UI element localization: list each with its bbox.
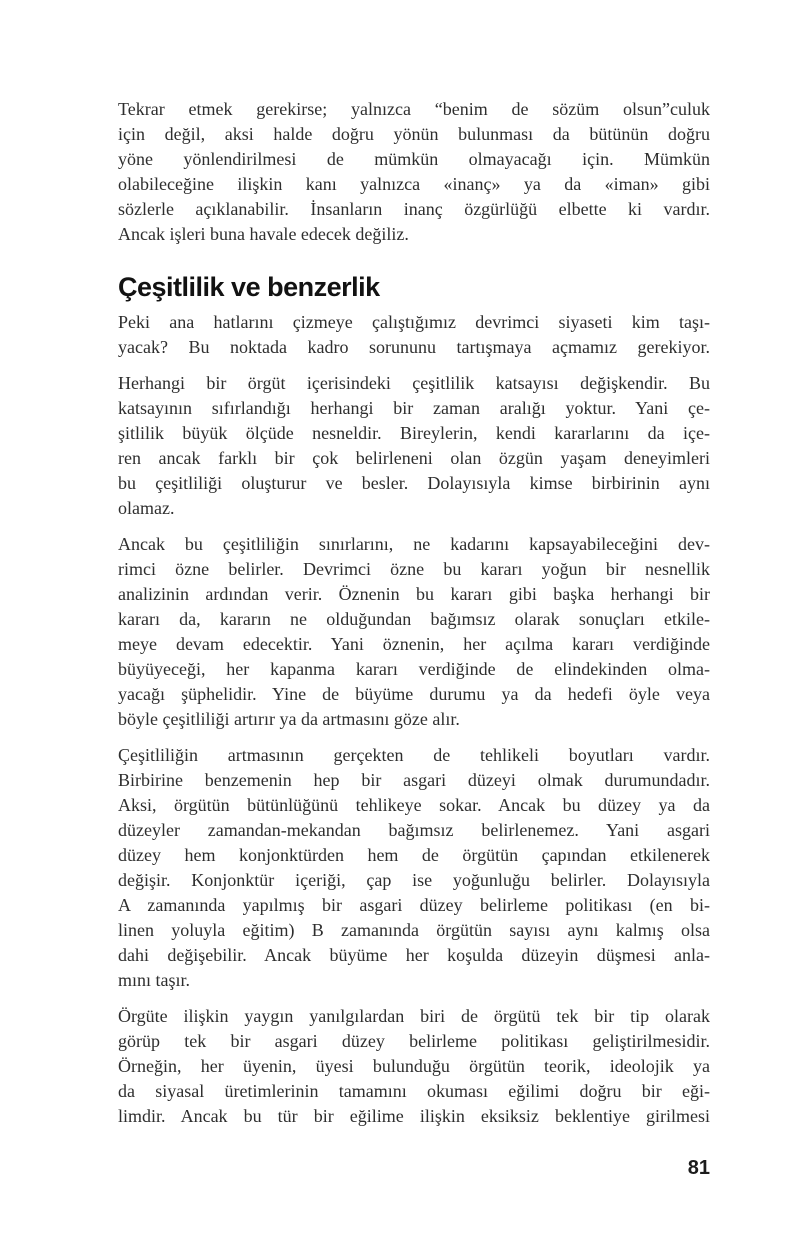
text-line: büyüyeceği, her kapanma kararı verdiğinde de elindekinden olma- [118, 659, 710, 679]
text-line: değişir. Konjonktür içeriği, çap ise yoğunluğu belirler. Dolayısıyla [118, 870, 710, 890]
text-line: ren ancak farklı bir çok belirleneni olan özgün yaşam deneyimleri [118, 448, 710, 468]
text-line: Birbirine benzemenin hep bir asgari düzeyi olmak durumundadır. [118, 770, 710, 790]
body-paragraph [118, 310, 710, 360]
text-line: sözlerle açıklanabilir. İnsanların inanç özgürlüğü elbette ki vardır. [118, 199, 710, 219]
text-line: Örneğin, her üyenin, üyesi bulunduğu örgütün teorik, ideolojik ya [118, 1056, 710, 1076]
text-line: A zamanında yapılmış bir asgari düzey belirleme politikası (en bi- [118, 895, 710, 915]
text-line: da siyasal üretimlerinin tamamını okuması eğilimi doğru bir eği- [118, 1081, 710, 1101]
text-line: düzeyler zamandan-mekandan bağımsız belirlenemez. Yani asgari [118, 820, 710, 840]
text-line: kararı da, kararın ne olduğundan bağımsız olarak sonuçları etkile- [118, 609, 710, 629]
text-line: analizinin ardından verir. Öznenin bu kararı gibi başka herhangi bir [118, 584, 710, 604]
text-line: Ancak bu çeşitliliğin sınırlarını, ne kadarını kapsayabileceğini dev- [118, 534, 710, 554]
text-line: Çeşitliliğin artmasının gerçekten de tehlikeli boyutları vardır. [118, 745, 710, 765]
text-line: katsayının sıfırlandığı herhangi bir zaman aralığı yoktur. Yani çe- [118, 398, 710, 418]
text-line: Herhangi bir örgüt içerisindeki çeşitlilik katsayısı değişkendir. Bu [118, 373, 710, 393]
text-line: şitlilik büyük ölçüde nesneldir. Bireylerin, kendi kararlarını da içe- [118, 423, 710, 443]
text-line: Peki ana hatlarını çizmeye çalıştığımız devrimci siyaseti kim taşı- [118, 312, 710, 332]
text-line: için değil, aksi halde doğru yönün bulunması da bütünün doğru [118, 124, 710, 144]
body-paragraph [118, 743, 710, 993]
text-line: linen yoluyla eğitim) B zamanında örgütün sayısı aynı kalmış olsa [118, 920, 710, 940]
text-line: dahi değişebilir. Ancak büyüme her koşulda düzeyin düşmesi anla- [118, 945, 710, 965]
page-body [118, 97, 710, 1140]
text-line: olamaz. [118, 498, 175, 518]
text-line: düzey hem konjonktürden hem de örgütün çapından etkilenerek [118, 845, 710, 865]
text-line: olabileceğine ilişkin kanı yalnızca «inanç» ya da «iman» gibi [118, 174, 710, 194]
text-line: Ancak işleri buna havale edecek değiliz. [118, 224, 409, 244]
text-line: böyle çeşitliliği artırır ya da artmasını göze alır. [118, 709, 460, 729]
text-line: rimci özne belirler. Devrimci özne bu kararı yoğun bir nesnellik [118, 559, 710, 579]
text-line: mını taşır. [118, 970, 190, 990]
section-heading: Çeşitlilik ve benzerlik [118, 272, 380, 302]
text-line: meye devam edecektir. Yani öznenin, her açılma kararı verdiğinde [118, 634, 710, 654]
text-line: Tekrar etmek gerekirse; yalnızca “benim de sözüm olsun”culuk [118, 99, 710, 119]
text-line: limdir. Ancak bu tür bir eğilime ilişkin eksiksiz beklentiye girilmesi [118, 1106, 710, 1126]
text-line: bu çeşitliliği oluşturur ve besler. Dolayısıyla kimse birbirinin aynı [118, 473, 710, 493]
body-paragraph [118, 1004, 710, 1129]
text-line: yacak? Bu noktada kadro sorununu tartışmaya açmamız gerekiyor. [118, 337, 710, 357]
text-line: yacağı şüphelidir. Yine de büyüme durumu ya da hedefi öyle veya [118, 684, 710, 704]
text-line: Örgüte ilişkin yaygın yanılgılardan biri de örgütü tek bir tip olarak [118, 1006, 710, 1026]
text-line: görüp tek bir asgari düzey belirleme politikası geliştirilmesidir. [118, 1031, 710, 1051]
page-number: 81 [687, 1157, 710, 1179]
text-line: Aksi, örgütün bütünlüğünü tehlikeye sokar. Ancak bu düzey ya da [118, 795, 710, 815]
text-line: yöne yönlendirilmesi de mümkün olmayacağı için. Mümkün [118, 149, 710, 169]
body-paragraph [118, 97, 710, 247]
body-paragraph [118, 371, 710, 521]
body-paragraph [118, 532, 710, 732]
